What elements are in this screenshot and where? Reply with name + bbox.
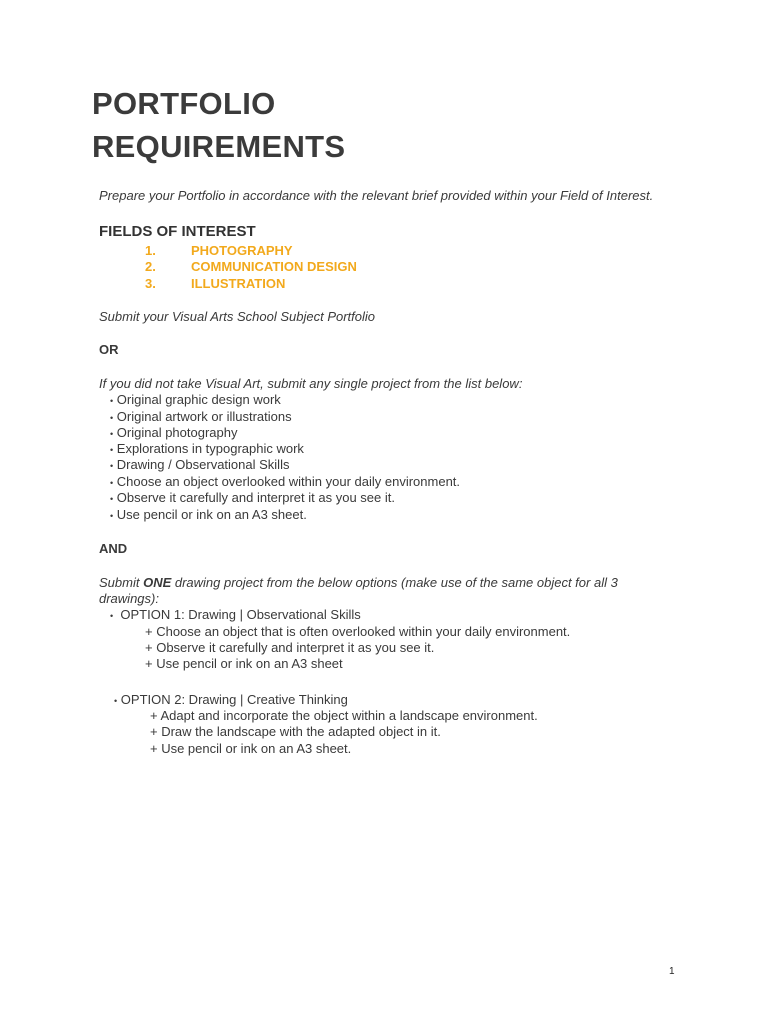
field-number-1: 1. — [145, 243, 156, 258]
bullet-icon: • — [110, 445, 114, 455]
alt-intro-text: If you did not take Visual Art, submit any single project from the list below: — [99, 376, 523, 391]
list-item: • Observe it carefully and interpret it as you see it. — [110, 490, 395, 505]
option-2-step-3: + Use pencil or ink on an A3 sheet. — [150, 741, 352, 756]
list-item: • Original graphic design work — [110, 392, 281, 407]
page-number: 1 — [669, 966, 675, 977]
field-label-photography: PHOTOGRAPHY — [191, 243, 293, 258]
list-item: • Explorations in typographic work — [110, 441, 304, 456]
option-1-title: • OPTION 1: Drawing | Observational Skills — [110, 607, 361, 622]
list-item: • Original photography — [110, 425, 238, 440]
option-1-step-3: + Use pencil or ink on an A3 sheet — [145, 656, 343, 671]
list-item: • Original artwork or illustrations — [110, 409, 292, 424]
bullet-icon: • — [110, 511, 114, 521]
bullet-icon: • — [110, 478, 114, 488]
intro-text: Prepare your Portfolio in accordance with the relevant brief provided within your Field of Interest. — [99, 188, 654, 203]
list-item: • Drawing / Observational Skills — [110, 457, 290, 472]
option-2-step-2: + Draw the landscape with the adapted object in it. — [150, 724, 441, 739]
bullet-icon: • — [110, 429, 114, 439]
bullet-icon: • — [110, 396, 114, 406]
bullet-icon: • — [110, 611, 114, 621]
bullet-icon: • — [110, 413, 114, 423]
field-label-illustration: ILLUSTRATION — [191, 276, 286, 291]
drawing-intro-line-2: drawings): — [99, 591, 159, 606]
fields-heading: FIELDS OF INTEREST — [99, 223, 256, 240]
list-item: • Choose an object overlooked within your daily environment. — [110, 474, 461, 489]
bullet-icon: • — [110, 461, 114, 471]
bullet-icon: • — [110, 494, 114, 504]
and-separator: AND — [99, 541, 128, 556]
submit-school-text: Submit your Visual Arts School Subject Portfolio — [99, 309, 376, 324]
list-item: • Use pencil or ink on an A3 sheet. — [110, 507, 307, 522]
drawing-intro-text: Submit ONE drawing project from the below options (make use of the same object for all 3 — [99, 575, 618, 590]
field-label-communication-design: COMMUNICATION DESIGN — [191, 259, 357, 274]
option-1-step-2: + Observe it carefully and interpret it as you see it. — [145, 640, 435, 655]
page-title-line-1: PORTFOLIO — [92, 86, 276, 121]
page-title-line-2: REQUIREMENTS — [92, 129, 346, 164]
or-separator: OR — [99, 342, 119, 357]
option-2-title: • OPTION 2: Drawing | Creative Thinking — [114, 692, 348, 707]
option-2-step-1: + Adapt and incorporate the object within a landscape environment. — [150, 708, 538, 723]
field-number-3: 3. — [145, 276, 156, 291]
field-number-2: 2. — [145, 259, 156, 274]
bullet-icon: • — [114, 696, 118, 706]
option-1-step-1: + Choose an object that is often overlooked within your daily environment. — [145, 624, 571, 639]
emphasis-one: ONE — [143, 575, 172, 590]
